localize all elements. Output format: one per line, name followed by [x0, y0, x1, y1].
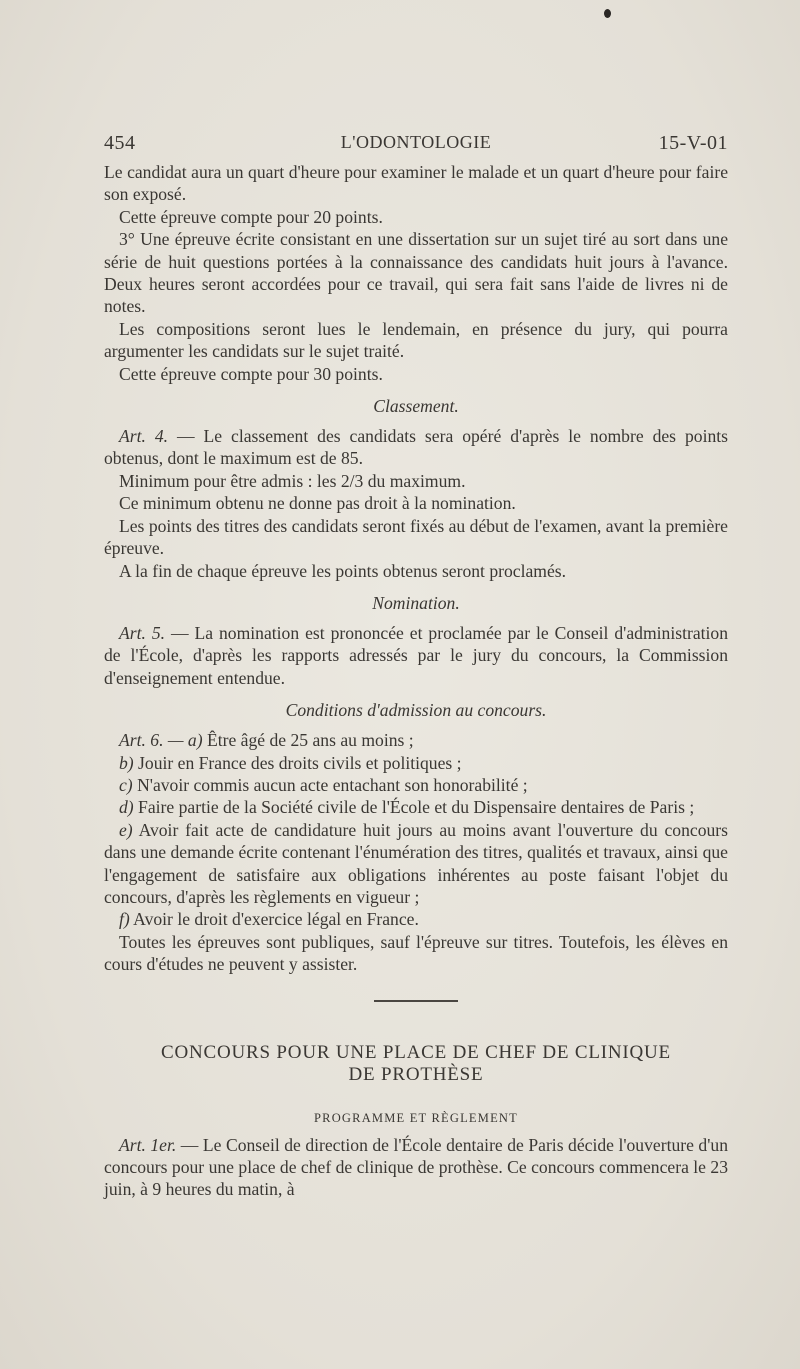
article-text: Être âgé de 25 ans au moins ; [202, 730, 414, 751]
paragraph: Les compositions seront lues le lendemain, en présence du jury, qui pourra argumenter les candidats sur le sujet traité. [104, 318, 728, 362]
article-label: Art. 5. [119, 622, 166, 643]
condition-e [104, 819, 728, 909]
item-label: c) [119, 774, 133, 795]
paragraph: Toutes les épreuves sont publiques, sauf l'épreuve sur titres. Toutefois, les élèves en cours d'études ne peuvent y assister. [104, 931, 728, 975]
article-text: — Le classement des candidats sera opéré d'après le nombre des points obtenus, dont le maximum est de 85. [104, 426, 728, 469]
section-title [104, 1042, 728, 1086]
condition-d [104, 796, 728, 818]
section-title-line1: CONCOURS POUR UNE PLACE DE CHEF DE CLINIQUE [161, 1041, 671, 1063]
paragraph: Cette épreuve compte pour 30 points. [119, 363, 383, 384]
article-label: Art. 4. [119, 426, 169, 447]
paragraph: Ce minimum obtenu ne donne pas droit à la nomination. [119, 493, 516, 514]
section-title-line2: DE PROTHÈSE [348, 1063, 484, 1085]
section-heading-nomination: Nomination. [372, 592, 460, 613]
section-heading-classement: Classement. [373, 396, 459, 417]
page-number: 454 [104, 132, 136, 154]
condition-b [104, 752, 728, 774]
item-label: b) [119, 752, 134, 773]
paragraph: Cette épreuve compte pour 20 points. [119, 206, 383, 227]
article-text: — Le Conseil de direction de l'École dentaire de Paris décide l'ouverture d'un concours pour une place de chef de clinique de prothèse. Ce concours commencera le 23 juin, à 9 heures du matin, à [104, 1134, 728, 1200]
article-1 [104, 1134, 728, 1201]
condition-c [104, 774, 728, 796]
article-6 [104, 729, 728, 751]
paragraph: Les points des titres des candidats seront fixés au début de l'examen, avant la première épreuve. [104, 515, 728, 559]
item-text: Avoir le droit d'exercice légal en France. [129, 909, 419, 930]
article-label: Art. 6. — a) [119, 730, 203, 751]
item-text: Avoir fait acte de candidature huit jours au moins avant l'ouverture du concours dans une demande écrite contenant l'énumération des titres, qualités et travaux, ainsi que l'engagement de satisfaire aux obligations inhérentes au poste faisant l'objet du concours, d'après les règlements en vigueur ; [104, 819, 728, 907]
paragraph: 3° Une épreuve écrite consistant en une dissertation sur un sujet tiré au sort dans une série de huit questions portées à la connaissance des candidats huit jours à l'avance. Deux heures seront accordées pour ce travail, qui sera fait sans l'aide de livres ni de notes. [104, 229, 728, 317]
ink-speck [604, 9, 611, 18]
paragraph: Minimum pour être admis : les 2/3 du maximum. [119, 470, 466, 491]
article-label: Art. 1er. [119, 1134, 177, 1155]
article-text: — La nomination est prononcée et proclamée par le Conseil d'administration de l'École, d'après les rapports adressés par le jury du concours, la Commission d'enseignement entendue. [104, 622, 728, 688]
paragraph: A la fin de chaque épreuve les points obtenus seront proclamés. [119, 560, 567, 581]
section-heading-conditions: Conditions d'admission au concours. [285, 700, 547, 721]
paragraph: Le candidat aura un quart d'heure pour examiner le malade et un quart d'heure pour faire son exposé. [104, 162, 728, 205]
item-text: Faire partie de la Société civile de l'École et du Dispensaire dentaires de Paris ; [133, 797, 695, 818]
item-label: e) [119, 819, 133, 840]
item-label: f) [119, 909, 130, 930]
running-header [104, 132, 728, 158]
section-subtitle: PROGRAMME ET RÈGLEMENT [314, 1110, 518, 1125]
item-label: d) [119, 797, 134, 818]
journal-title: L'ODONTOLOGIE [340, 132, 492, 152]
article-5 [104, 622, 728, 689]
issue-date: 15-V-01 [658, 132, 728, 154]
item-text: N'avoir commis aucun acte entachant son honorabilité ; [132, 774, 528, 795]
article-4 [104, 425, 728, 470]
section-divider [374, 1000, 458, 1002]
condition-f [104, 908, 728, 930]
item-text: Jouir en France des droits civils et politiques ; [133, 752, 462, 773]
article-text [104, 161, 728, 1201]
